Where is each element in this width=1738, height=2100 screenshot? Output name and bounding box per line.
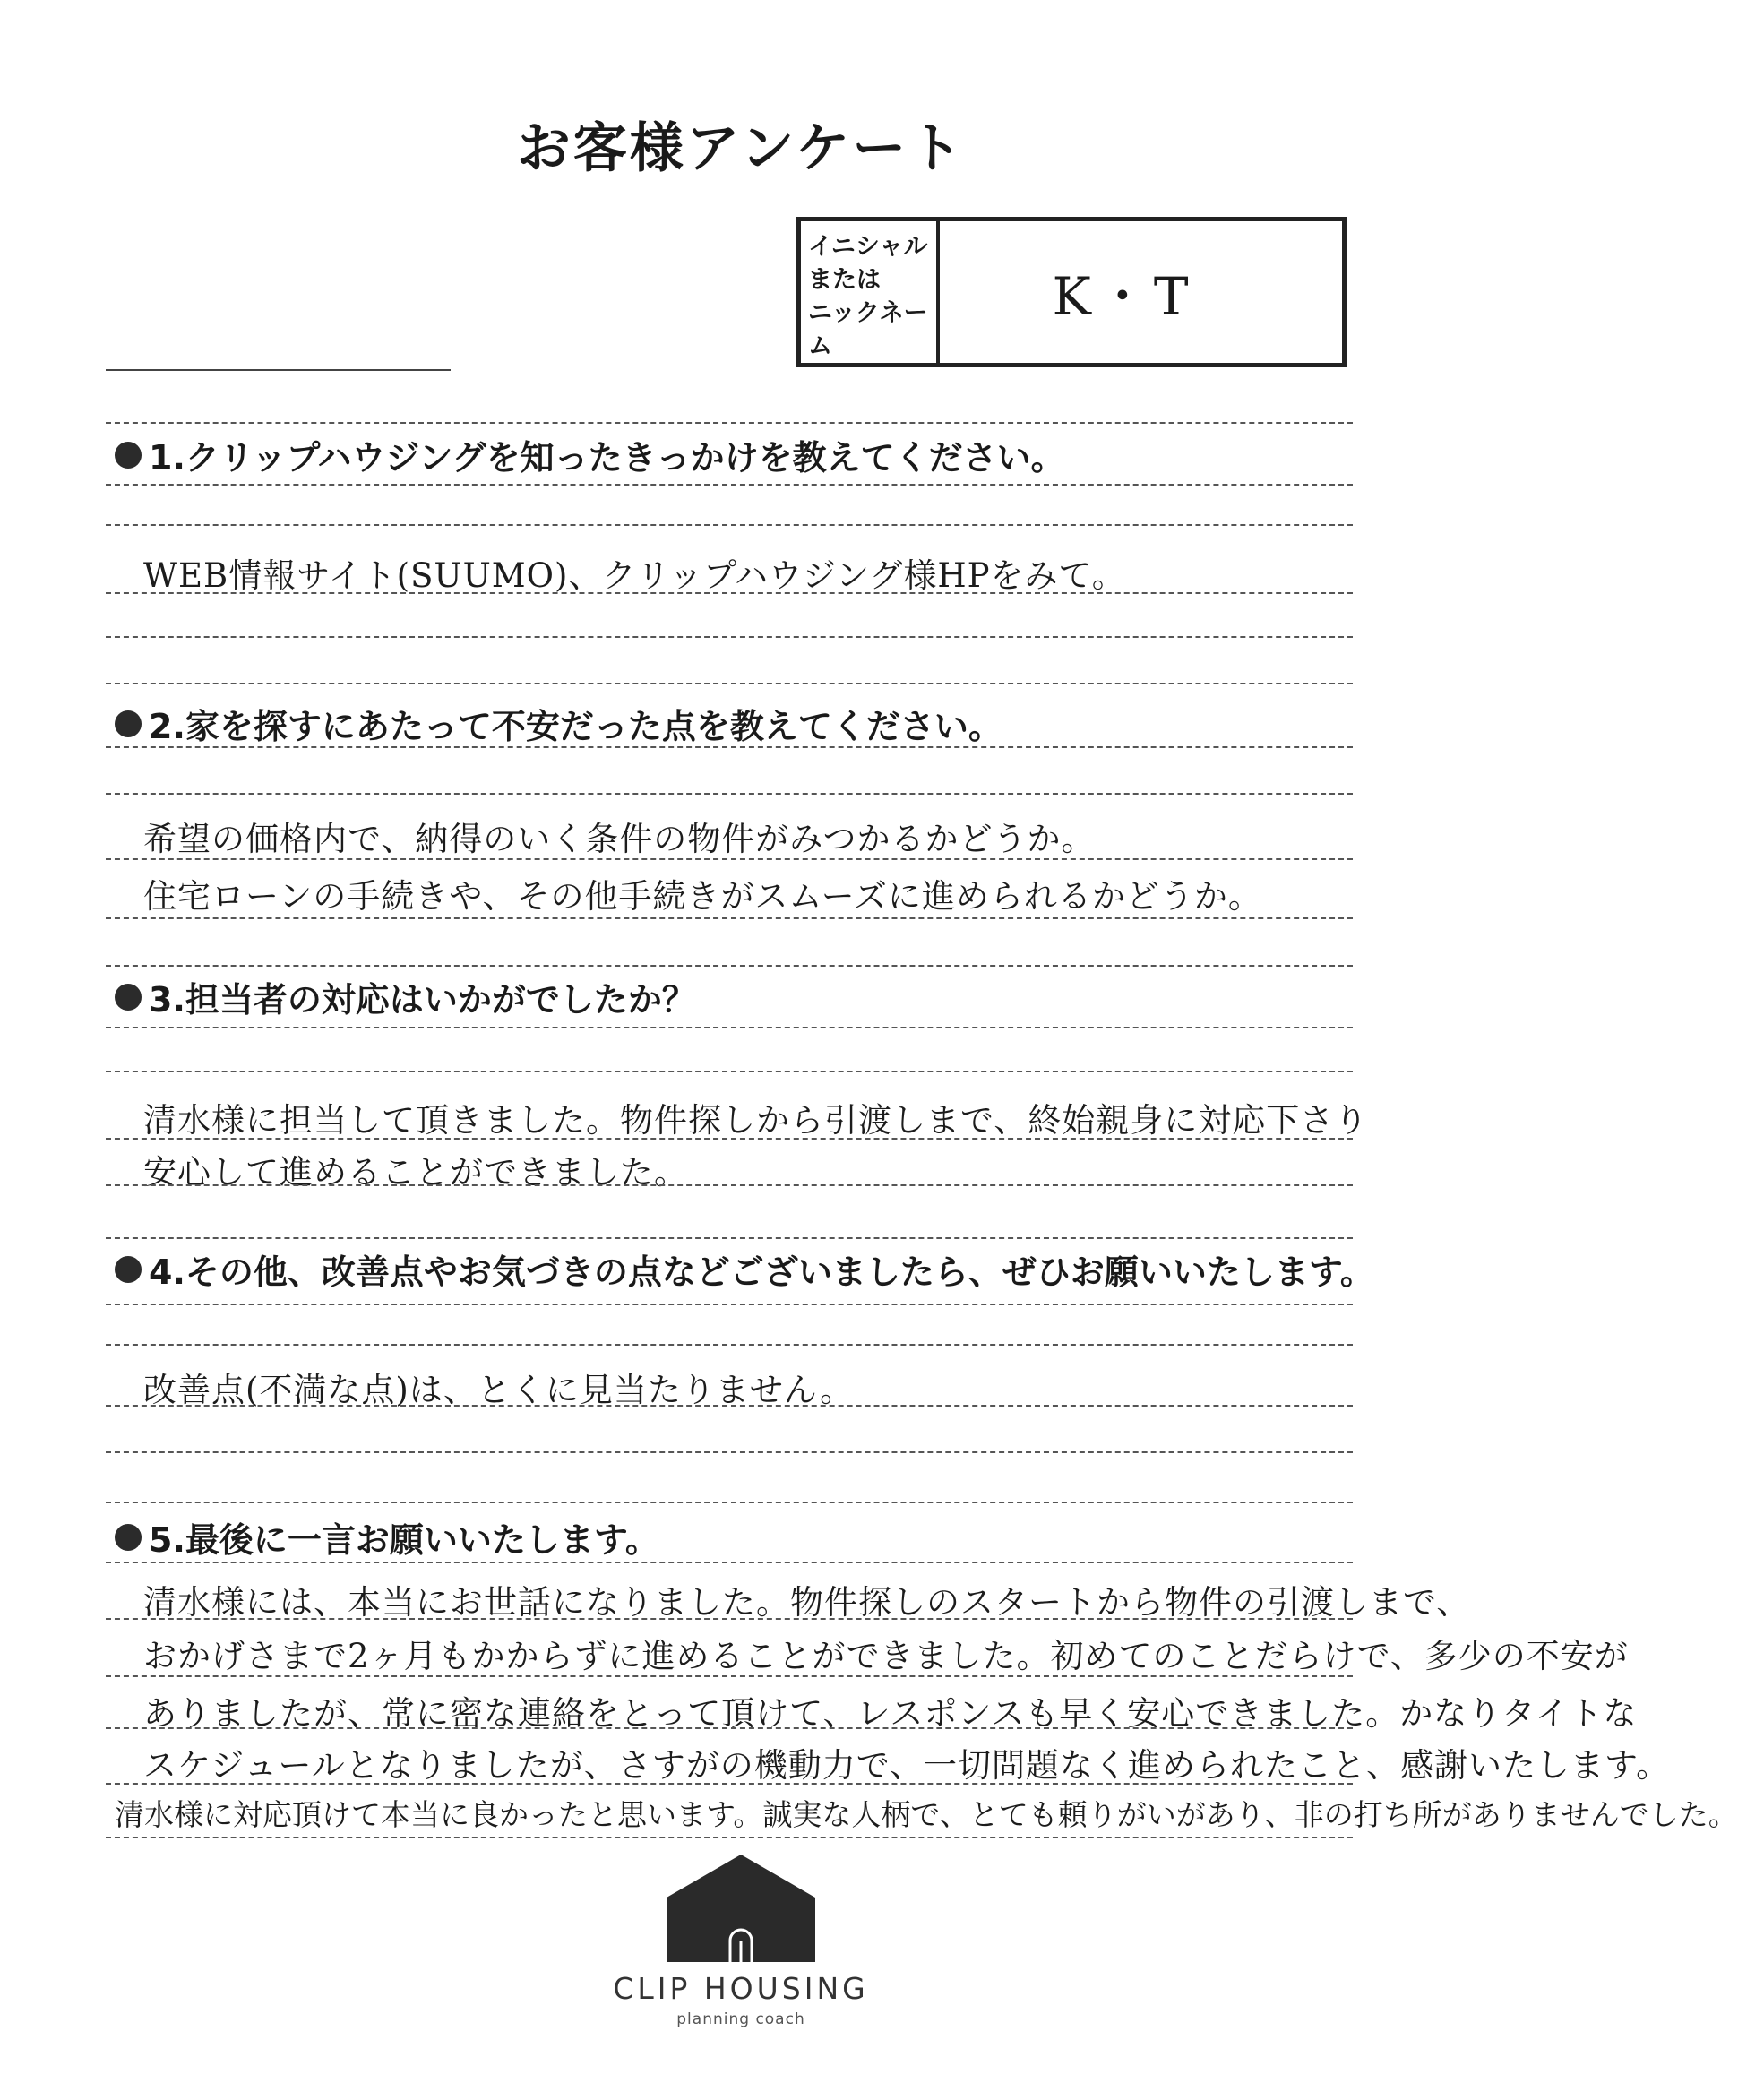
divider [106, 1675, 1353, 1677]
clip-housing-logo [667, 1855, 815, 1966]
bullet-icon [115, 984, 142, 1011]
initial-label-line: または [808, 266, 881, 294]
question-text: 4.その他、改善点やお気づきの点などございましたら、ぜひお願いいたします。 [149, 1252, 1374, 1292]
bullet-icon [115, 1256, 142, 1283]
initial-label-line: ム [808, 332, 832, 360]
answer-line: 希望の価格内で、納得のいく条件の物件がみつかるかどうか。 [143, 820, 1096, 858]
divider [106, 793, 1353, 795]
divider [106, 592, 1353, 594]
divider [106, 858, 1353, 860]
question-5 [115, 1512, 659, 1562]
divider [106, 1184, 1353, 1186]
divider [106, 1451, 1353, 1453]
divider [106, 1783, 1353, 1785]
bullet-icon [115, 442, 142, 469]
answer-line: 安心して進めることができました。 [143, 1153, 688, 1192]
initial-field [796, 217, 1347, 367]
answer-line: 住宅ローンの手続きや、その他手続きがスムーズに進められるかどうか。 [143, 877, 1262, 916]
divider [106, 1138, 1353, 1140]
divider [106, 524, 1353, 526]
logo-name: CLIP HOUSING [613, 1971, 869, 2006]
question-1 [115, 430, 1065, 479]
divider [106, 1304, 1353, 1305]
divider [106, 1727, 1353, 1729]
question-text: 5.最後に一言お願いいたします。 [149, 1520, 659, 1560]
answer-line: 改善点(不満な点)は、とくに見当たりません。 [143, 1371, 855, 1409]
page-title: お客様アンケート [516, 117, 966, 180]
bullet-icon [115, 1524, 142, 1551]
question-text: 2.家を探すにあたって不安だった点を教えてください。 [149, 707, 1002, 746]
divider [106, 1562, 1353, 1563]
logo-tagline: planning coach [676, 2010, 805, 2028]
initial-label-line: イニシャル [808, 233, 928, 261]
house-icon [667, 1855, 815, 1962]
question-text: 1.クリップハウジングを知ったきっかけを教えてください。 [149, 438, 1065, 478]
divider [106, 1027, 1353, 1028]
answer-line: 清水様に担当して頂きました。物件探しから引渡しまで、終始親身に対応下さり [143, 1101, 1369, 1140]
divider [106, 965, 1353, 967]
answer-line: 清水様に対応頂けて本当に良かったと思います。誠実な人柄で、とても頼りがいがあり、非の打ち所がありませんでした。 [115, 1797, 1738, 1832]
question-3 [115, 972, 696, 1021]
divider [106, 746, 1353, 748]
divider [106, 1502, 1353, 1503]
divider [106, 484, 1353, 486]
answer-line: WEB情報サイト(SUUMO)、クリップハウジング様HPをみて。 [143, 556, 1126, 595]
bullet-icon [115, 710, 142, 737]
initial-label-line: ニックネー [808, 299, 928, 327]
divider [106, 1837, 1353, 1838]
divider [106, 683, 1353, 684]
divider [106, 422, 1353, 424]
divider [106, 1237, 1353, 1239]
divider [106, 1071, 1353, 1072]
question-text: 3.担当者の対応はいかがでしたか？ [149, 980, 696, 1020]
initial-value: K・T [1052, 266, 1194, 327]
answer-line: 清水様には、本当にお世話になりました。物件探しのスタートから物件の引渡しまで、 [143, 1583, 1471, 1622]
divider [106, 636, 1353, 638]
answer-line: スケジュールとなりましたが、さすがの機動力で、一切問題なく進められたこと、感謝いたします。 [143, 1746, 1671, 1785]
divider [106, 1405, 1353, 1407]
question-2 [115, 699, 1002, 748]
divider [106, 1618, 1353, 1620]
initial-label [801, 221, 940, 363]
question-4 [115, 1244, 1374, 1294]
divider [106, 917, 1353, 919]
answer-line: ありましたが、常に密な連絡をとって頂けて、レスポンスも早く安心できました。かなりタイトな [143, 1694, 1638, 1733]
divider [106, 369, 451, 371]
divider [106, 1344, 1353, 1346]
answer-line: おかげさまで2ヶ月もかからずに進めることができました。初めてのことだらけで、多少の不安が [143, 1637, 1629, 1675]
